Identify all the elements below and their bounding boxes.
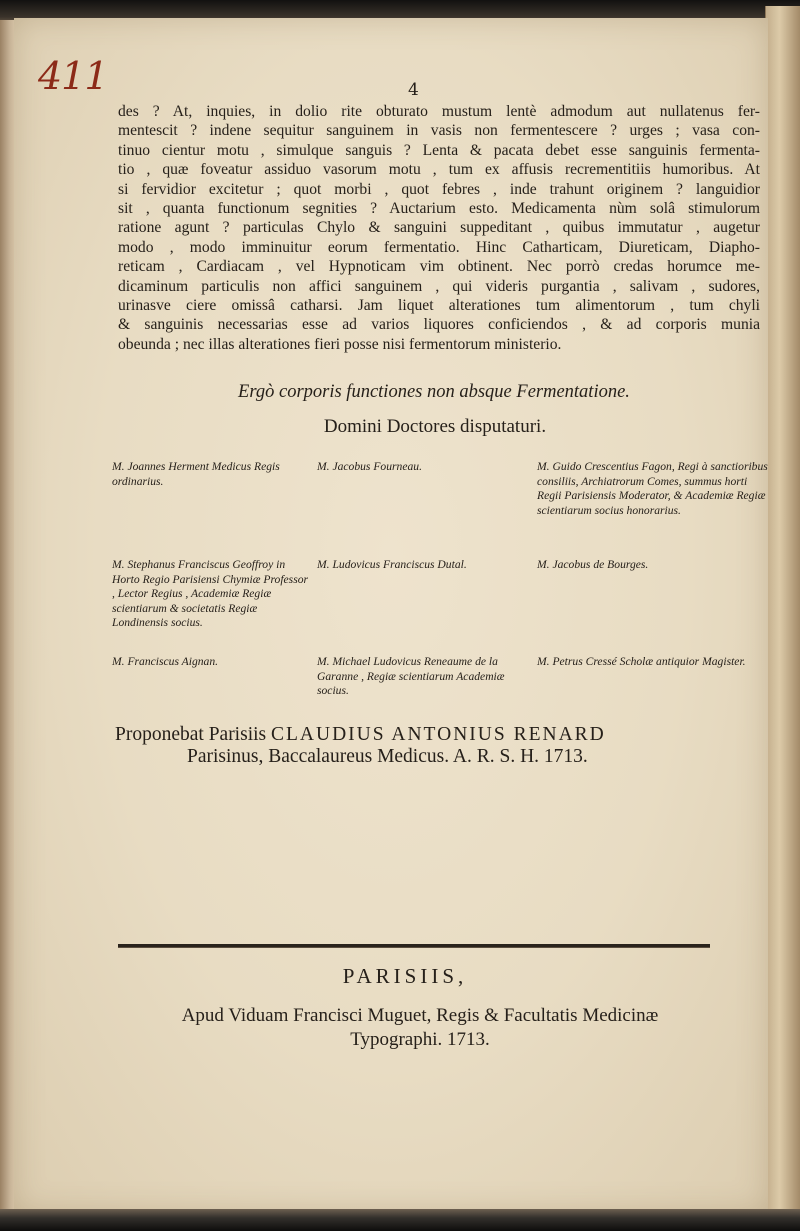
doctor-entry: M. Michael Ludovicus Reneaume de la Garanne , Regiæ scientiarum Academiæ socius. xyxy=(317,655,505,698)
body-line: mentescit ? indene sequitur sanguinem in vasis non fermentescere ? urges ; vasa con- xyxy=(118,122,760,140)
proponent-line-1 xyxy=(115,724,745,746)
body-line: reticam , Cardiacam , vel Hypnoticam vim obtinent. Nec porrò credas horumce me- xyxy=(118,258,760,276)
body-paragraph xyxy=(118,102,760,354)
body-line: tio , quæ foveatur assiduo vasorum motu , tum ex affusis recrementitiis humoribus. At xyxy=(118,161,760,179)
imprint-publisher xyxy=(100,1004,740,1052)
doctor-entry: M. Ludovicus Franciscus Dutal. xyxy=(317,558,467,571)
imprint-publisher-line-2: Typographi. 1713. xyxy=(350,1029,490,1050)
imprint-city: PARISIIS, xyxy=(342,964,468,988)
doctor-entry: M. Joannes Herment Medicus Regis ordinarius. xyxy=(112,460,280,488)
doctor-entry: M. Jacobus de Bourges. xyxy=(537,558,649,571)
body-line: ratione agunt ? particulas Chylo & sanguini suppeditant , quibus immutatur , augetur xyxy=(118,219,760,237)
body-line: tinuo cientur motu , simulque sanguis ? Lenta & pacata debet esse sanguinis fermenta- xyxy=(118,141,760,159)
horizontal-rule xyxy=(118,944,710,948)
doctor-entry: M. Petrus Cressé Scholæ antiquior Magister. xyxy=(537,655,746,668)
thesis-statement: Ergò corporis functiones non absque Fermentatione. xyxy=(238,382,630,402)
page-number: 4 xyxy=(408,80,419,100)
doctor-entry: M. Stephanus Franciscus Geoffroy in Horto Regio Parisiensi Chymiæ Professor , Lector Regius , Academiæ Regiæ scientiarum & societatis Regiæ Londinensis socius. xyxy=(112,558,309,630)
proponent-prefix: Proponebat Parisiis xyxy=(115,724,267,745)
body-line: urinasve ciere omissâ catharsi. Jam liquet alterationes tum alimentorum , tum chyli xyxy=(118,297,760,315)
doctors-heading: Domini Doctores disputaturi. xyxy=(323,416,547,437)
handwritten-folio-number: 411 xyxy=(38,54,108,98)
doctor-entry: M. Franciscus Aignan. xyxy=(112,655,219,668)
body-line: obeunda ; nec illas alterationes fieri posse nisi fermentorum ministerio. xyxy=(118,335,562,353)
proponent-block xyxy=(115,724,745,768)
imprint-publisher-line-1: Apud Viduam Francisci Muguet, Regis & Facultatis Medicinæ xyxy=(181,1005,659,1026)
body-line: modo , modo imminuitur eorum fermentatio. Hinc Catharticam, Diureticam, Diapho- xyxy=(118,238,760,256)
body-line: des ? At, inquies, in dolio rite obturato mustum lentè admodum aut nullatenus fer- xyxy=(118,103,760,120)
body-line: sit , quanta functionum segnities ? Auctarium esto. Medicamenta nùm solâ stimulorum xyxy=(118,200,760,218)
body-line: & sanguinis necessarias esse ad varios liquores conficiendos , & ad corporis munia xyxy=(118,316,760,334)
body-line: si fervidior excitetur ; quot morbi , quot febres , inde trahunt originem ? languidior xyxy=(118,180,760,198)
doctor-entry: M. Jacobus Fourneau. xyxy=(317,460,422,473)
body-line: dicaminum particulis non affici sanguinem , qui videris purgantia , salivam , sudores, xyxy=(118,277,760,295)
proponent-line-2: Parisinus, Baccalaureus Medicus. A. R. S. H. 1713. xyxy=(187,746,588,767)
doctor-entry: M. Guido Crescentius Fagon, Regi à sanctioribus consiliis, Archiatrorum Comes, summus horti Regii Parisiensis Moderator, & Academiæ Regiæ scientiarum socius honorarius. xyxy=(537,460,768,517)
proponent-name: CLAUDIUS ANTONIUS RENARD xyxy=(271,724,606,745)
